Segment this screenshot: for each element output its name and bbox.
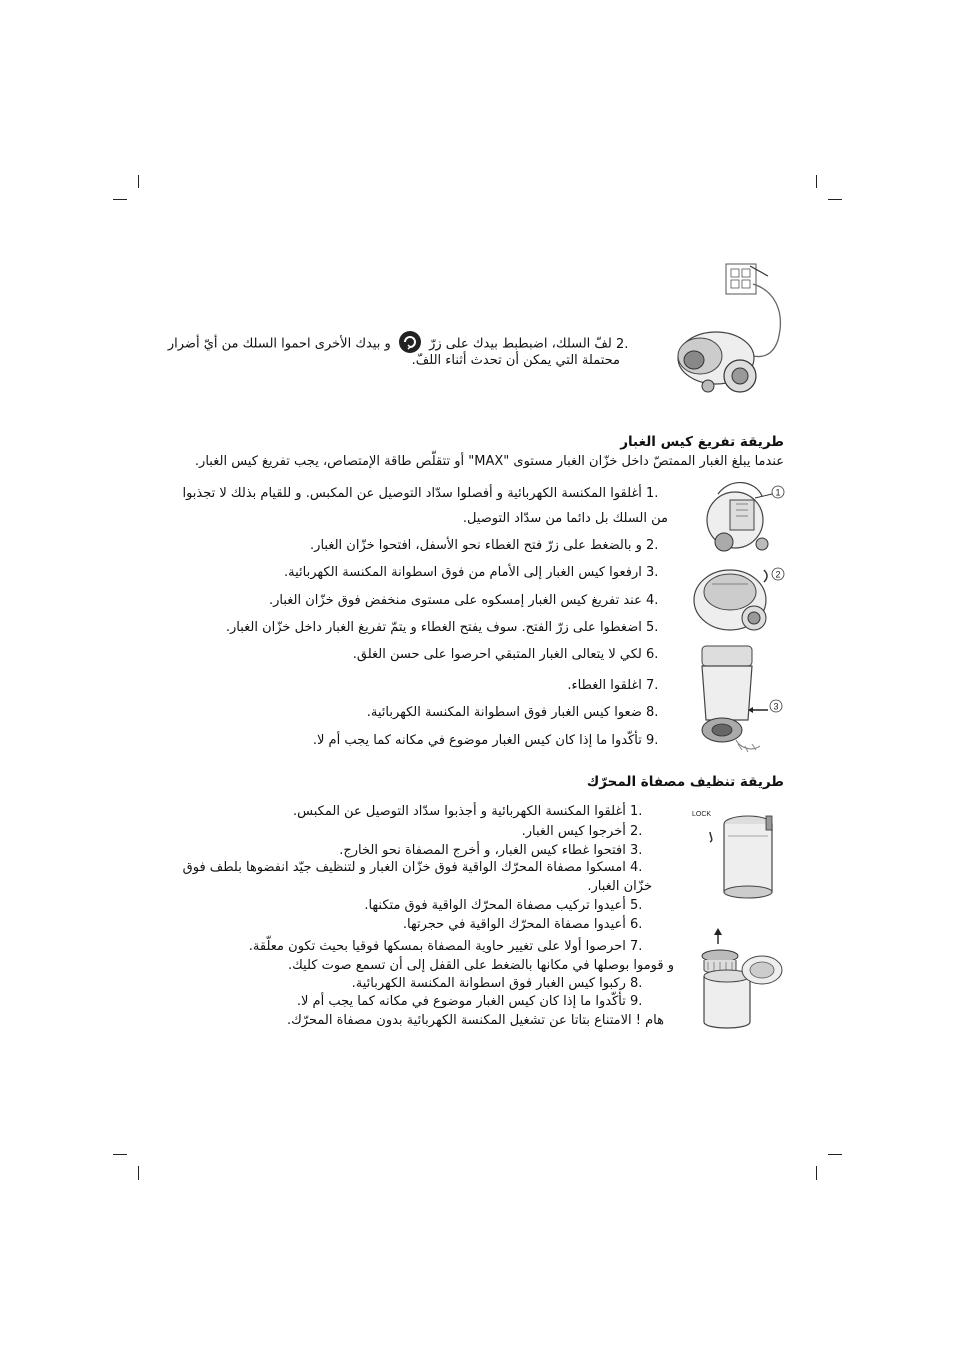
- emptying-dust-bag-illustration: [690, 640, 790, 760]
- step-number: 4.: [630, 860, 643, 875]
- step-number: 8.: [630, 976, 643, 991]
- filter-step-3: [339, 843, 652, 859]
- step-2-text-a: لفّ السلك، اضبطبط بيدك على زرّ: [429, 336, 612, 352]
- lifting-dust-bag-illustration: [690, 560, 790, 640]
- step-text: أخرجوا كيس الغبار.: [521, 824, 626, 839]
- bag-step-1: [182, 486, 668, 502]
- step-number: 9.: [630, 994, 643, 1009]
- step-text: تأكّدوا ما إذا كان كيس الغبار موضوع في مكانه كما يجب أم لا.: [312, 733, 642, 748]
- bag-intro: عندما يبلغ الغبار الممتصّ داخل خزّان الغبار مستوى "MAX" أو تتقلّص طاقة الإمتصاص، يجب تفريغ كيس الغبار.: [194, 454, 784, 469]
- step-text: اضغطوا على زرّ الفتح. سوف يفتح الغطاء و يتمّ تفريغ الغبار داخل خزّان الغبار.: [225, 620, 642, 635]
- step-text: تأكّدوا ما إذا كان كيس الغبار موضوع في مكانه كما يجب أم لا.: [296, 994, 626, 1009]
- filter-section-title: طريقة تنظيف مصفاة المحرّك: [586, 774, 784, 790]
- bag-step-5: [226, 620, 668, 636]
- step-number: 4.: [646, 593, 659, 608]
- step-number: 7.: [646, 678, 659, 693]
- filter-lock-illustration: [688, 806, 788, 906]
- bag-step-7: [567, 678, 668, 694]
- crop-mark: [828, 199, 842, 200]
- figure-label-2: 2: [775, 569, 781, 580]
- step-number: 7.: [630, 939, 643, 954]
- step-text: ارفعوا كيس الغبار إلى الأمام من فوق اسطوانة المكنسة الكهربائية.: [284, 565, 642, 580]
- step-number: 5.: [646, 620, 659, 635]
- step-2-line-1: [168, 333, 638, 355]
- step-text: ركبوا كيس الغبار فوق اسطوانة المكنسة الكهربائية.: [351, 976, 626, 991]
- crop-mark: [828, 1154, 842, 1155]
- crop-mark: [138, 175, 139, 188]
- step-text: أغلقوا المكنسة الكهربائية و أجذبوا سدّاد التوصيل عن المكبس.: [293, 804, 626, 819]
- open-dust-container-illustration: [700, 472, 790, 562]
- crop-mark: [816, 1166, 817, 1180]
- step-text: ضعوا كيس الغبار فوق اسطوانة المكنسة الكهربائية.: [366, 705, 642, 720]
- crop-mark: [113, 1154, 127, 1155]
- step-2-line-2: محتملة التي يمكن أن تحدث أثناء اللفّ.: [411, 353, 620, 368]
- bag-step-2: [310, 538, 668, 554]
- cord-rewind-icon: [399, 331, 421, 353]
- crop-mark: [816, 175, 817, 188]
- filter-step-2: [522, 824, 652, 840]
- filter-step-5: [364, 898, 652, 914]
- filter-step-7: [249, 939, 652, 955]
- step-number: 6.: [646, 647, 659, 662]
- step-number: 2.: [630, 824, 643, 839]
- step-number: 8.: [646, 705, 659, 720]
- bag-step-8: [367, 705, 668, 721]
- filter-step-4: [183, 860, 652, 876]
- step-number: 2.: [646, 538, 659, 553]
- step-text: لكي لا يتعالى الغبار المتبقي احرصوا على حسن الغلق.: [352, 647, 642, 662]
- filter-step-7-cont: و قوموا بوصلها في مكانها بالضغط على القفل إلى أن تسمع صوت كليك.: [287, 958, 674, 973]
- crop-mark: [138, 1166, 139, 1180]
- vacuum-cord-illustration: [668, 260, 788, 410]
- filter-step-6: [403, 917, 652, 933]
- step-text: امسكوا مصفاة المحرّك الواقية فوق خزّان الغبار و لتنظيف جيّد انفضوها بلطف فوق: [182, 860, 626, 875]
- bag-step-6: [353, 647, 668, 663]
- step-number: 3.: [630, 843, 643, 858]
- step-number: 1.: [630, 804, 643, 819]
- step-2-text-b: و بيدك الأخرى احموا السلك من أيّ أضرار: [167, 336, 391, 352]
- figure-label-3: 3: [773, 701, 779, 712]
- step-text: احرصوا أولا على تغيير حاوية المصفاة بمسكها فوقيا بحيث تكون معلّقة.: [248, 939, 626, 954]
- step-number: 5.: [630, 898, 643, 913]
- filter-step-9: [297, 994, 652, 1010]
- filter-removal-illustration: [690, 926, 790, 1038]
- bag-section-title: طريقة تفريغ كيس الغبار: [620, 434, 784, 450]
- bag-step-3: [284, 565, 668, 581]
- step-text: أغلقوا المكنسة الكهربائية و أفصلوا سدّاد التوصيل عن المكبس. و للقيام بذلك لا تجذبوا: [182, 486, 642, 501]
- step-text: أعيدوا تركيب مصفاة المحرّك الواقية فوق متكنها.: [364, 898, 626, 913]
- step-text: عند تفريغ كيس الغبار إمسكوه على مستوى منخفض فوق خزّان الغبار.: [268, 593, 642, 608]
- bag-step-9: [313, 733, 668, 749]
- step-text: افتحوا غطاء كيس الغبار، و أخرج المصفاة نحو الخارج.: [339, 843, 626, 858]
- filter-step-1: [293, 804, 652, 820]
- step-text: اغلقوا الغطاء.: [567, 678, 642, 693]
- lock-label: LOCK: [692, 811, 712, 818]
- figure-label-1: 1: [775, 487, 781, 498]
- step-text: أعيدوا مصفاة المحرّك الواقية في حجرتها.: [402, 917, 626, 932]
- step-number: 1.: [646, 486, 659, 501]
- bag-step-1-cont: من السلك بل دائما من سدّاد التوصيل.: [462, 511, 668, 526]
- crop-mark: [113, 199, 127, 200]
- bag-step-4: [269, 593, 668, 609]
- step-text: و بالضغط على زرّ فتح الغطاء نحو الأسفل، افتحوا خزّان الغبار.: [310, 538, 642, 553]
- step-number: 2.: [616, 336, 629, 352]
- filter-step-8: [352, 976, 652, 992]
- step-number: 9.: [646, 733, 659, 748]
- step-number: 3.: [646, 565, 659, 580]
- step-number: 6.: [630, 917, 643, 932]
- filter-step-4-cont: خزّان الغبار.: [587, 879, 652, 894]
- filter-important-note: هام ! الامتناع بتاتا عن تشغيل المكنسة الكهربائية بدون مصفاة المحرّك.: [286, 1013, 664, 1028]
